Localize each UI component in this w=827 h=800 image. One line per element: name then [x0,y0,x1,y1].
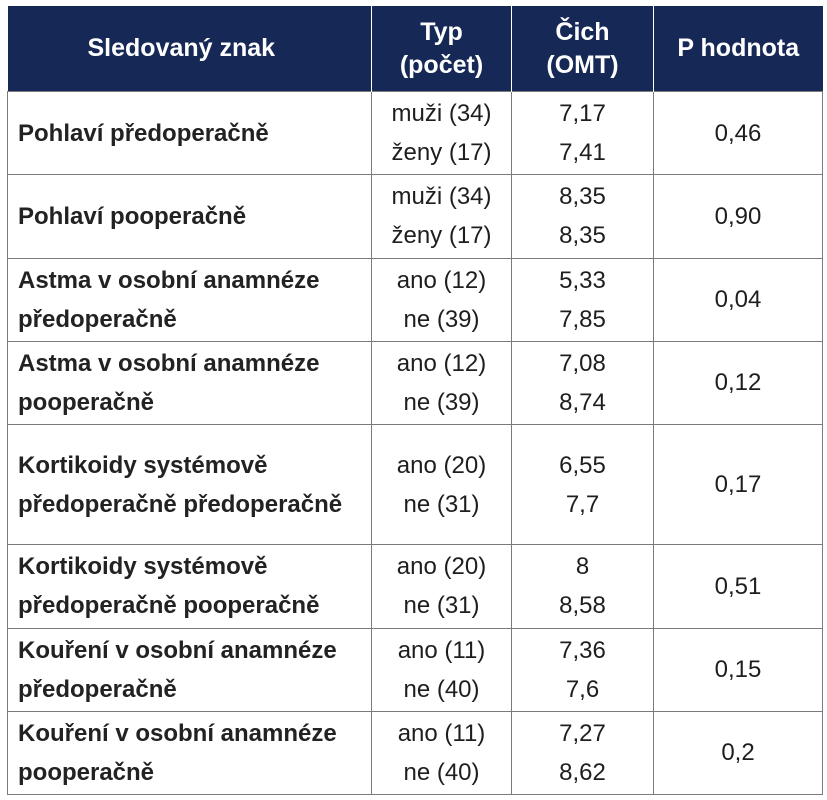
p-value-cell: 0,04 [654,258,823,341]
p-value-cell: 0,17 [654,425,823,545]
row-label-text: Pohlaví pooperačně [18,202,247,230]
omt-value: 8,35 [559,183,606,211]
omt-value: 7,6 [565,675,600,703]
header-sledovany-znak: Sledovaný znak [8,6,372,92]
omt-value: 8,62 [559,758,606,786]
table-row [8,175,823,258]
omt-value: 7,85 [559,305,606,333]
type-cell [372,711,512,794]
p-value-cell: 0,51 [654,545,823,628]
type-value: ano (12) [396,266,487,294]
omt-cell [512,258,654,341]
omt-value: 8,58 [559,592,606,620]
p-value-cell: 0,90 [654,175,823,258]
table-row [8,92,823,175]
type-cell [372,425,512,545]
row-label [8,92,372,175]
p-value-cell: 0,2 [654,711,823,794]
omt-cell [512,175,654,258]
omt-value: 7,41 [559,139,606,167]
p-value-cell: 0,46 [654,92,823,175]
omt-value: 6,55 [559,451,606,479]
type-cell [372,92,512,175]
type-cell [372,258,512,341]
type-value: ženy (17) [391,139,492,167]
table-row [8,258,823,341]
table-row [8,711,823,794]
omt-value: 5,33 [559,266,606,294]
type-value: ne (40) [403,675,480,703]
type-value: ano (11) [397,636,486,664]
type-value: ženy (17) [391,222,492,250]
type-value: ano (11) [397,719,486,747]
type-cell [372,175,512,258]
omt-cell [512,628,654,711]
omt-value: 7,08 [559,349,606,377]
header-p-hodnota: P hodnota [654,6,823,92]
table-row [8,628,823,711]
omt-value: 7,36 [559,636,606,664]
header-typ-pocet: Typ (počet) [372,6,512,92]
omt-cell [512,92,654,175]
row-label [8,175,372,258]
type-value: ano (20) [396,553,487,581]
table-row [8,545,823,628]
header-cich-omt: Čich (OMT) [512,6,654,92]
omt-value: 7,7 [565,490,600,518]
omt-cell [512,545,654,628]
table-container [7,6,822,795]
p-value-cell: 0,15 [654,628,823,711]
type-value: muži (34) [391,183,492,211]
header-row [8,6,823,92]
type-cell [372,628,512,711]
omt-value: 8,74 [559,388,606,416]
type-value: ne (40) [403,758,480,786]
row-label: Kortikoidy systémově předoperačně pooperačně [8,545,372,628]
omt-cell [512,341,654,424]
row-label: Astma v osobní anamnéze pooperačně [8,341,372,424]
omt-value: 8 [575,553,590,581]
type-value: ne (39) [403,305,480,333]
row-label: Astma v osobní anamnéze předoperačně [8,258,372,341]
type-value: ne (31) [403,592,480,620]
p-value-cell: 0,12 [654,341,823,424]
type-value: ano (12) [396,349,487,377]
type-cell [372,545,512,628]
data-table [7,6,823,795]
type-value: ne (39) [403,388,480,416]
row-label: Kouření v osobní anamnéze pooperačně [8,711,372,794]
type-value: muži (34) [391,100,492,128]
omt-value: 7,17 [559,100,606,128]
omt-cell [512,711,654,794]
type-value: ano (20) [396,451,487,479]
table-row [8,341,823,424]
table-row [8,425,823,545]
omt-value: 7,27 [559,719,606,747]
row-label-text: Pohlaví předoperačně [18,119,269,147]
row-label: Kouření v osobní anamnéze předoperačně [8,628,372,711]
omt-cell [512,425,654,545]
type-value: ne (31) [403,490,480,518]
omt-value: 8,35 [559,222,606,250]
type-cell [372,341,512,424]
row-label: Kortikoidy systémově předoperačně předoperačně [8,425,372,545]
